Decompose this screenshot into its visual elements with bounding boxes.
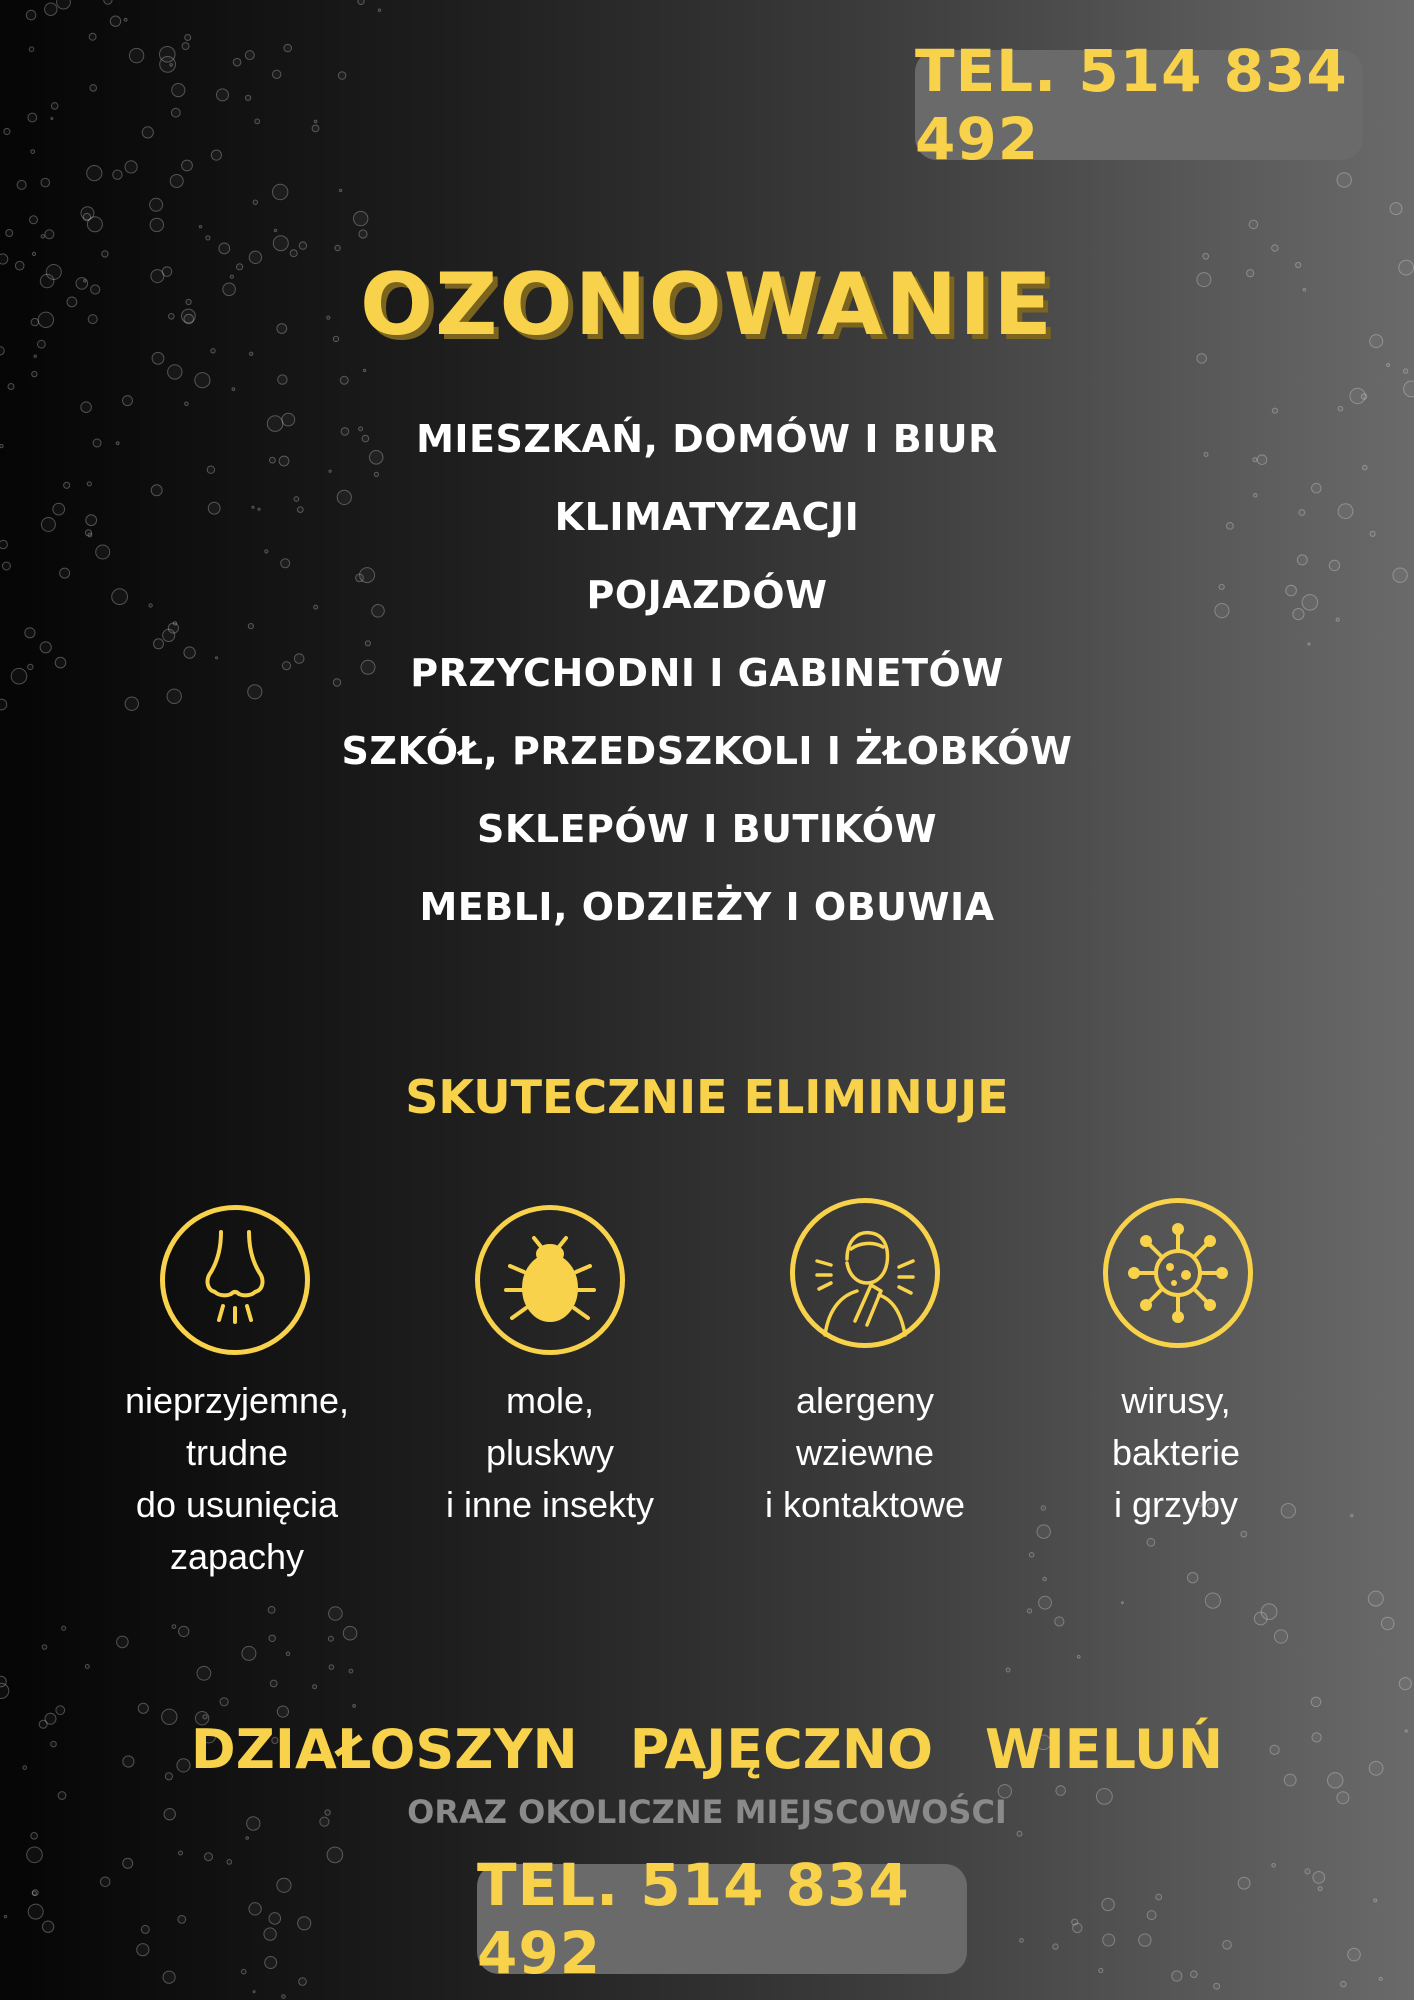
droplet <box>1387 364 1390 367</box>
droplet <box>1017 1831 1022 1836</box>
droplet <box>1077 1655 1080 1658</box>
target-line: i grzyby <box>1113 1484 1239 1525</box>
city-list <box>0 1718 1414 1781</box>
region-note: ORAZ OKOLICZNE MIEJSCOWOŚCI <box>407 1793 1007 1831</box>
section-subtitle: SKUTECZNIE ELIMINUJE <box>405 1070 1009 1124</box>
droplet <box>1399 1678 1411 1690</box>
droplet <box>1027 1609 1031 1613</box>
droplet <box>242 1646 256 1660</box>
droplet <box>104 0 112 4</box>
droplet <box>227 1860 232 1865</box>
droplet <box>1197 354 1207 364</box>
droplet <box>268 1607 275 1614</box>
droplet <box>29 47 34 52</box>
page-title: OZONOWANIE <box>360 255 1054 355</box>
droplet <box>129 48 143 62</box>
droplet <box>264 1928 276 1940</box>
droplet <box>1351 1514 1353 1516</box>
service-item: MIESZKAŃ, DOMÓW I BIUR <box>416 417 998 461</box>
droplet <box>1073 1923 1082 1932</box>
droplet <box>45 3 57 15</box>
droplet <box>1156 1894 1162 1900</box>
droplet <box>277 1878 291 1892</box>
droplet <box>1029 1553 1034 1558</box>
droplet <box>286 1652 290 1656</box>
droplet <box>269 1635 275 1641</box>
target-insects <box>405 1375 695 1531</box>
droplet <box>313 1685 317 1689</box>
droplet <box>150 198 163 211</box>
droplet <box>137 1944 149 1956</box>
droplet <box>1238 1877 1250 1889</box>
droplet <box>1274 1630 1287 1643</box>
droplet <box>1020 1939 1024 1943</box>
droplet <box>339 189 341 191</box>
target-line: nieprzyjemne, <box>124 1380 350 1421</box>
target-line: zapachy <box>169 1536 305 1577</box>
droplet <box>219 243 230 254</box>
service-item: POJAZDÓW <box>586 573 828 617</box>
droplet <box>51 118 53 120</box>
droplet <box>41 235 44 238</box>
droplet <box>253 1991 255 1993</box>
target-microbes <box>1031 1375 1321 1531</box>
droplet <box>1272 1864 1276 1868</box>
droplet <box>1043 1577 1047 1581</box>
droplet <box>30 216 38 224</box>
droplet <box>41 178 50 187</box>
services-list <box>0 400 1414 946</box>
droplet <box>1191 1971 1198 1978</box>
droplet <box>182 160 193 171</box>
droplet <box>358 0 364 5</box>
droplet <box>273 236 288 251</box>
droplet <box>273 184 288 199</box>
target-line: wziewne <box>795 1432 935 1473</box>
droplet <box>87 217 102 232</box>
droplet <box>172 1625 176 1629</box>
droplet <box>335 245 340 250</box>
target-allergens <box>720 1375 1010 1531</box>
droplet <box>1103 1934 1115 1946</box>
droplet <box>1374 1899 1377 1902</box>
droplet <box>1311 1697 1321 1707</box>
droplet <box>85 1665 89 1669</box>
droplet <box>1053 1944 1058 1949</box>
droplet <box>1368 1591 1383 1606</box>
droplet <box>1403 369 1407 373</box>
droplet <box>4 1915 6 1917</box>
droplet <box>4 128 10 134</box>
droplet <box>298 1917 311 1930</box>
droplet <box>117 1636 129 1648</box>
droplet <box>31 150 35 154</box>
droplet <box>27 1847 43 1863</box>
droplet <box>51 103 58 110</box>
droplet <box>1348 1948 1361 1961</box>
droplet <box>138 1703 148 1713</box>
droplet <box>141 1925 149 1933</box>
target-line: bakterie <box>1111 1432 1241 1473</box>
droplet <box>197 1666 211 1680</box>
droplet <box>1214 1983 1220 1989</box>
droplet <box>42 1645 47 1650</box>
droplet <box>178 1916 186 1924</box>
nose-icon <box>160 1205 310 1355</box>
phone-number-top[interactable]: TEL. 514 834 492 <box>915 50 1363 160</box>
droplet <box>1404 381 1414 397</box>
droplet <box>270 1680 277 1687</box>
droplet <box>1272 245 1279 252</box>
droplet <box>32 1890 38 1896</box>
droplet <box>62 1626 66 1630</box>
droplet <box>220 1698 228 1706</box>
droplet <box>34 355 36 357</box>
droplet <box>269 1913 281 1925</box>
droplet <box>170 175 183 188</box>
phone-number-bottom[interactable]: TEL. 514 834 492 <box>477 1864 967 1974</box>
droplet <box>195 373 210 388</box>
target-line: i kontaktowe <box>764 1484 966 1525</box>
target-line: trudne <box>185 1432 289 1473</box>
droplet <box>1139 1934 1151 1946</box>
droplet <box>1381 1617 1394 1630</box>
service-item: PRZYCHODNI I GABINETÓW <box>410 651 1004 695</box>
droplet <box>359 230 367 238</box>
droplet <box>206 236 210 240</box>
droplet <box>278 375 287 384</box>
droplet <box>299 242 306 249</box>
service-item: MEBLI, ODZIEŻY I OBUWIA <box>419 885 995 929</box>
droplet <box>1099 1968 1103 1972</box>
droplet <box>100 1877 110 1887</box>
droplet <box>1147 1538 1155 1546</box>
droplet <box>1006 1668 1010 1672</box>
droplet <box>31 1833 38 1840</box>
droplet <box>199 226 201 228</box>
service-item: SZKÓŁ, PRZEDSZKOLI I ŻŁOBKÓW <box>341 729 1073 773</box>
droplet <box>163 1971 175 1983</box>
target-line: mole, <box>505 1380 595 1421</box>
droplet <box>45 230 54 239</box>
droplet <box>1039 1596 1052 1609</box>
droplet <box>57 0 71 9</box>
droplet <box>246 95 251 100</box>
droplet <box>284 44 292 52</box>
droplet <box>329 1607 343 1621</box>
droplet <box>28 1904 43 1919</box>
droplet <box>1055 1617 1064 1626</box>
droplet <box>343 1626 357 1640</box>
droplet <box>312 125 319 132</box>
droplet <box>245 51 254 60</box>
droplet <box>1261 1604 1277 1620</box>
target-line: wirusy, <box>1121 1380 1231 1421</box>
droplet <box>179 1851 183 1855</box>
droplet <box>168 365 182 379</box>
droplet <box>329 1665 334 1670</box>
target-line: i inne insekty <box>445 1484 655 1525</box>
droplet <box>1188 1573 1198 1583</box>
droplet <box>32 371 37 376</box>
droplet <box>1313 1872 1325 1884</box>
droplet <box>123 1858 133 1868</box>
droplet <box>171 108 180 117</box>
droplet <box>0 1683 9 1698</box>
service-item: SKLEPÓW I BUTIKÓW <box>477 807 937 851</box>
droplet <box>211 150 221 160</box>
droplet <box>1172 1971 1182 1981</box>
droplet <box>232 388 235 391</box>
droplet <box>179 1626 189 1636</box>
droplet <box>42 1921 53 1932</box>
droplet <box>1147 1911 1156 1920</box>
droplet <box>246 1837 249 1840</box>
droplet <box>277 1706 288 1717</box>
bug-icon <box>475 1205 625 1355</box>
droplet <box>217 89 229 101</box>
droplet <box>182 43 189 50</box>
droplet <box>1223 1941 1232 1950</box>
droplet <box>124 18 127 21</box>
droplet <box>87 166 102 181</box>
droplet <box>1341 1981 1346 1986</box>
droplet <box>349 1669 353 1673</box>
droplet <box>273 70 281 78</box>
droplet <box>28 113 37 122</box>
droplet <box>8 384 14 390</box>
droplet <box>160 47 176 63</box>
droplet <box>1249 220 1258 229</box>
target-line: do usunięcia <box>135 1484 339 1525</box>
droplet <box>1379 1977 1382 1980</box>
target-line: alergeny <box>795 1380 935 1421</box>
droplet <box>1305 1869 1310 1874</box>
droplet <box>378 9 380 11</box>
droplet <box>17 180 26 189</box>
city-name: PAJĘCZNO <box>629 1718 934 1781</box>
service-item: KLIMATYZACJI <box>554 495 860 539</box>
droplet <box>1318 1887 1322 1891</box>
target-line: pluskwy <box>485 1432 615 1473</box>
droplet <box>249 1903 261 1915</box>
droplet <box>299 1978 307 1986</box>
droplet <box>354 211 368 225</box>
droplet <box>1241 1531 1247 1537</box>
droplet <box>327 1847 343 1863</box>
droplet <box>314 120 317 123</box>
droplet <box>328 1636 333 1641</box>
droplet <box>56 1706 65 1715</box>
droplet <box>253 200 257 204</box>
droplet <box>185 35 191 41</box>
sneezing-person-icon <box>790 1198 940 1348</box>
droplet <box>340 376 348 384</box>
city-name: WIELUŃ <box>985 1718 1224 1781</box>
droplet <box>274 229 276 231</box>
droplet <box>113 170 122 179</box>
target-odors <box>92 1375 382 1583</box>
droplet <box>110 16 120 26</box>
droplet <box>205 1853 213 1861</box>
droplet <box>233 58 241 66</box>
droplet <box>1205 1593 1220 1608</box>
droplet <box>1102 1898 1114 1910</box>
city-name: DZIAŁOSZYN <box>190 1718 578 1781</box>
droplet <box>265 1957 277 1969</box>
droplet <box>89 33 96 40</box>
droplet <box>1390 203 1402 215</box>
droplet <box>26 10 36 20</box>
droplet <box>255 119 260 124</box>
droplet <box>1121 1602 1123 1604</box>
droplet <box>142 127 153 138</box>
droplet <box>363 369 365 371</box>
droplet <box>90 85 97 92</box>
droplet <box>338 72 346 80</box>
droplet <box>150 218 163 231</box>
droplet <box>241 1969 246 1974</box>
droplet <box>353 1705 356 1708</box>
droplet <box>282 1995 286 1999</box>
droplet <box>172 84 185 97</box>
droplet <box>125 161 137 173</box>
droplet <box>6 230 13 237</box>
virus-icon <box>1103 1198 1253 1348</box>
droplet <box>1337 173 1351 187</box>
